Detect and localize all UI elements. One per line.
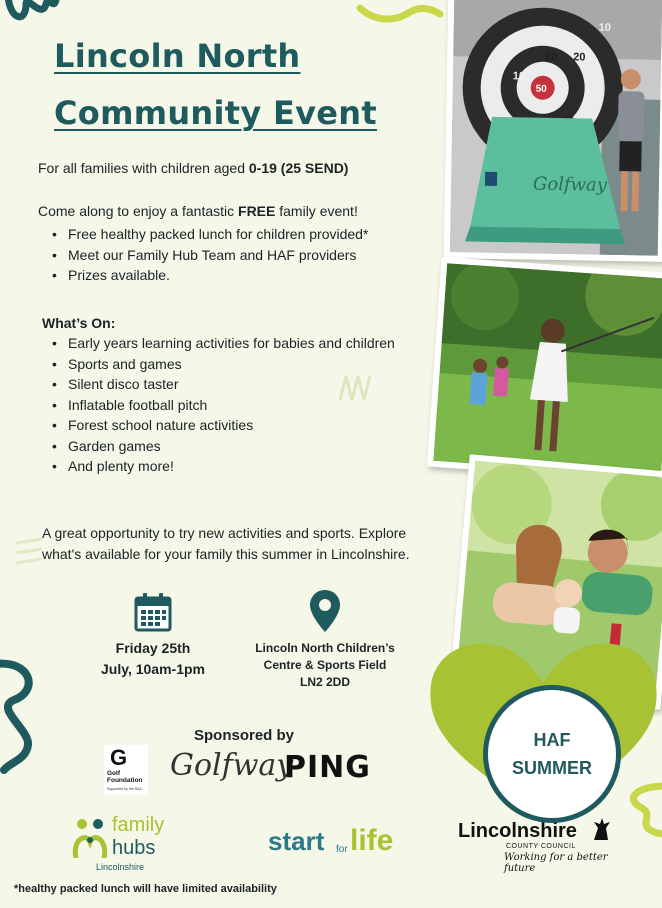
ping-logo: PING xyxy=(284,750,371,785)
list-item: • And plenty more! xyxy=(49,456,409,477)
decorative-squiggle-top-left xyxy=(0,0,60,40)
list-item: • Forest school nature activities xyxy=(49,415,409,436)
list-item: • Sports and games xyxy=(49,354,409,375)
family-hubs-logo xyxy=(72,812,192,874)
date-line-1: Friday 25th xyxy=(115,640,191,656)
target-number: 50 xyxy=(535,83,547,95)
for-word: for xyxy=(336,844,348,855)
list-item: • Inflatable football pitch xyxy=(49,395,409,416)
highlights-list xyxy=(49,224,439,286)
decorative-squiggle-left xyxy=(0,650,48,780)
council-tagline: Working for a better future xyxy=(504,852,608,874)
list-item: • Prizes available. xyxy=(49,265,439,286)
lincolnshire-name: Lincolnshire xyxy=(458,820,577,842)
event-title-line-1: Lincoln North xyxy=(54,37,301,75)
golf-foundation-support: Supported by the R&A xyxy=(107,787,142,791)
audience-ages: 0-19 (25 SEND) xyxy=(248,160,349,176)
haf-line-1: HAF xyxy=(533,730,571,750)
event-date xyxy=(78,592,228,677)
location-text xyxy=(240,640,410,691)
target-game-illustration xyxy=(450,0,662,256)
family-hubs-word-hubs: hubs xyxy=(112,837,156,859)
golf-foundation-mark: G xyxy=(110,745,128,770)
golfway-logo: Golfway xyxy=(170,748,294,783)
audience-prefix: For all families with children aged xyxy=(38,160,249,176)
life-word: life xyxy=(350,824,394,857)
target-base-brand: Golfway xyxy=(532,173,608,196)
family-hubs-word-family: family xyxy=(112,814,165,836)
footnote: *healthy packed lunch will have limited availability xyxy=(14,883,277,895)
lincolnshire-county-council-logo xyxy=(458,820,638,880)
sponsored-by-heading: Sponsored by xyxy=(194,727,295,744)
free-highlight: FREE xyxy=(238,203,276,219)
start-word: start xyxy=(268,826,325,856)
come-suffix: family event! xyxy=(275,203,358,219)
family-hubs-subtitle: Lincolnshire xyxy=(96,862,145,872)
target-number: 10 xyxy=(512,70,526,83)
list-item: • Silent disco taster xyxy=(49,374,409,395)
calendar-icon xyxy=(133,592,173,632)
map-pin-icon xyxy=(308,588,342,634)
county-council-label: COUNTY COUNCIL xyxy=(506,843,576,850)
target-number: 20 xyxy=(545,50,558,64)
list-item: • Free healthy packed lunch for children provided* xyxy=(49,224,439,245)
opportunity-text: A great opportunity to try new activities and sports. Explore what's available for your family this summer in Lincolnshire. xyxy=(42,525,410,562)
start-for-life-logo xyxy=(268,822,408,872)
come-prefix: Come along to enjoy a fantastic xyxy=(38,203,239,219)
haf-line-2: SUMMER xyxy=(512,758,592,778)
golf-foundation-name: Golf Foundation xyxy=(107,770,143,784)
location-line-1: Lincoln North Children’s xyxy=(255,641,395,655)
list-item: • Garden games xyxy=(49,436,409,457)
girl-playing-illustration xyxy=(433,263,662,476)
photo-girl-playing xyxy=(427,257,662,483)
location-postcode: LN2 2DD xyxy=(299,675,350,689)
list-item: • Meet our Family Hub Team and HAF providers xyxy=(49,245,439,266)
date-line-2: July, 10am-1pm xyxy=(100,661,205,677)
list-item: • Early years learning activities for babies and children xyxy=(49,333,409,354)
photo-target-game xyxy=(444,0,662,262)
golf-foundation-logo xyxy=(104,745,148,795)
audience-text xyxy=(38,160,348,176)
come-along-text xyxy=(38,203,358,219)
decorative-squiggle-top xyxy=(355,0,445,30)
whats-on-list xyxy=(49,333,409,477)
event-location xyxy=(240,588,410,691)
family-hubs-figures-icon xyxy=(72,818,108,858)
target-number: 20 xyxy=(573,51,586,64)
whats-on-heading: What’s On: xyxy=(42,315,116,331)
target-number: 10 xyxy=(598,21,612,34)
location-line-2: Centre & Sports Field xyxy=(263,658,387,672)
haf-summer-badge xyxy=(483,685,621,823)
event-title-line-2: Community Event xyxy=(54,94,377,132)
